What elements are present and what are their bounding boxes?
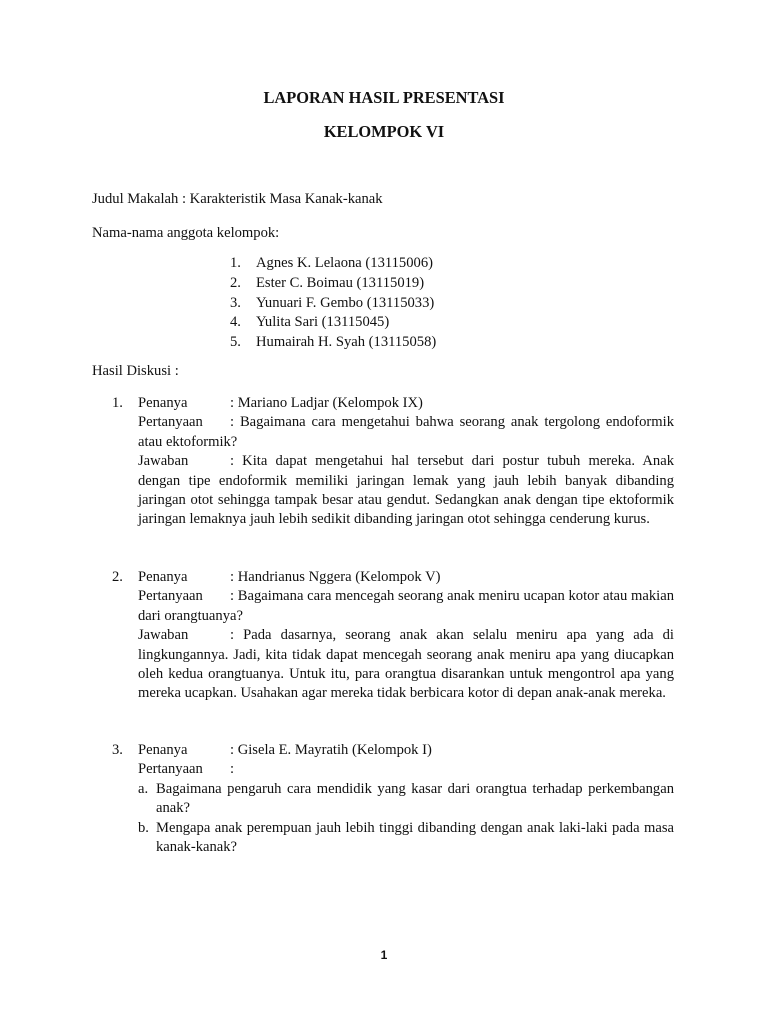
hasil-diskusi-heading: Hasil Diskusi : [92,363,179,379]
list-item [230,274,436,294]
sub-question-letter: b. [138,819,149,836]
pertanyaan-paragraph [138,413,674,452]
penanya-label: Penanya [138,395,188,411]
list-item [230,333,436,353]
jawaban-paragraph [138,626,674,704]
document-subtitle: KELOMPOK VI [323,122,445,141]
jawaban-value: : Pada dasarnya, seorang anak akan selalu meniru apa yang ada di lingkungannya. Jadi, kita tidak dapat mencegah seorang anak meniru apa yang diucapkan oleh kedua orangtuanya. Untuk itu, para orangtua disarankan untuk mengontrol apa yang mereka ucapkan. Usahakan agar mereka tidak berbicara kotor di depan anak-anak mereka. [138,627,674,702]
member-name: Agnes K. Lelaona (13115006) [256,255,433,271]
jawaban-label: Jawaban [138,627,189,644]
page-number: 1 [380,948,388,962]
member-name: Yulita Sari (13115045) [256,314,390,331]
sub-question [138,780,674,819]
discussion-number: 1. [112,395,123,411]
discussion-item [112,568,674,704]
penanya-label: Penanya [138,742,188,758]
pertanyaan-label: Pertanyaan [138,414,203,431]
pertanyaan-label: Pertanyaan [138,588,203,605]
list-number: 2. [230,274,241,291]
list-number: 4. [230,314,241,331]
list-item [230,313,436,333]
jawaban-paragraph [138,452,674,530]
sub-question-text: Mengapa anak perempuan jauh lebih tinggi dibanding dengan anak laki-laki pada masa kanak-kanak? [156,819,674,856]
list-number: 1. [230,255,241,271]
document-title: LAPORAN HASIL PRESENTASI [263,88,505,107]
discussion-item [112,741,674,857]
discussion-item [112,394,674,530]
pertanyaan-paragraph [138,587,674,626]
list-item [230,294,436,314]
member-list [230,254,436,353]
sub-question [138,819,674,858]
penanya-value: : Mariano Ladjar (Kelompok IX) [230,395,423,411]
anggota-heading: Nama-nama anggota kelompok: [92,225,280,241]
pertanyaan-paragraph [138,760,674,779]
member-name: Yunuari F. Gembo (13115033) [256,294,435,311]
list-number: 3. [230,294,241,311]
pertanyaan-value: : [230,761,235,778]
judul-makalah: Judul Makalah : Karakteristik Masa Kanak-kanak [92,191,383,207]
penanya-label: Penanya [138,569,188,585]
pertanyaan-value: : Bagaimana cara mengetahui bahwa seorang anak tergolong endoformik atau ektoformik? [138,414,674,450]
discussion-number: 2. [112,569,123,585]
jawaban-label: Jawaban [138,453,189,470]
sub-question-letter: a. [138,780,149,797]
pertanyaan-label: Pertanyaan [138,761,203,778]
list-number: 5. [230,334,241,351]
penanya-value: : Handrianus Nggera (Kelompok V) [230,569,441,585]
member-name: Humairah H. Syah (13115058) [256,334,437,351]
member-name: Ester C. Boimau (13115019) [256,274,425,291]
jawaban-value: : Kita dapat mengetahui hal tersebut dari postur tubuh mereka. Anak dengan tipe endoformik memiliki jaringan lemak yang jauh lebih banyak dibanding jaringan otot sehingga tampak besar atau gendut. Sedangkan anak dengan tipe ektoformik jaringan lemaknya jauh lebih sedikit dibanding jaringan otot sehingga cenderung kurus. [138,453,674,528]
sub-question-text: Bagaimana pengaruh cara mendidik yang kasar dari orangtua terhadap perkembangan anak? [156,780,674,817]
penanya-value: : Gisela E. Mayratih (Kelompok I) [230,742,432,758]
discussion-number: 3. [112,742,123,758]
pertanyaan-value: : Bagaimana cara mencegah seorang anak meniru ucapan kotor atau makian dari orangtuanya? [138,588,674,624]
list-item [230,254,436,274]
